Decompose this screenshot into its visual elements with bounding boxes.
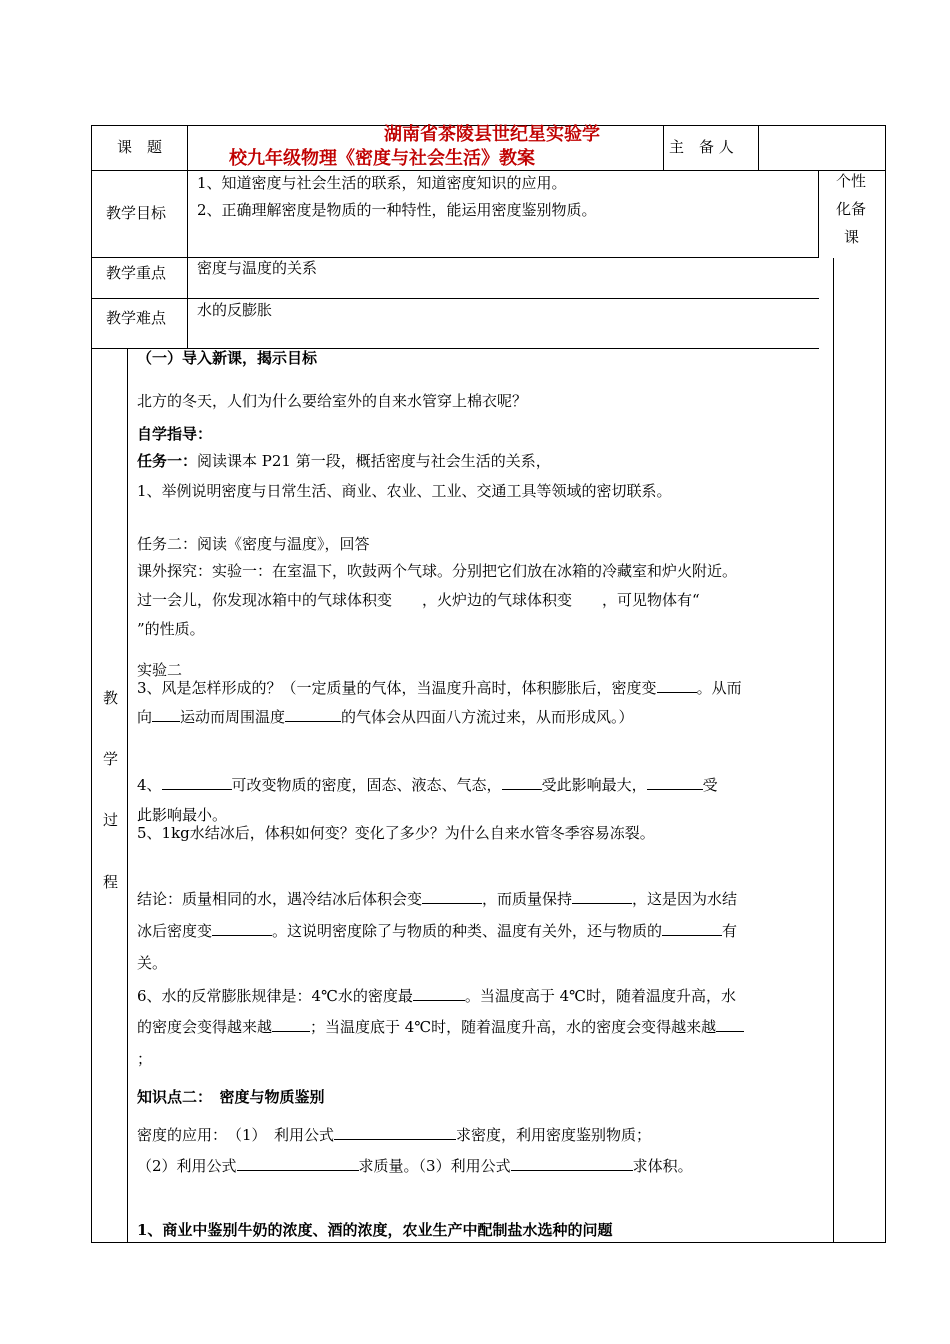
blank [647, 775, 703, 790]
process-char-1: 教 [103, 689, 119, 707]
conclusion-line1 [137, 889, 737, 909]
formula-blank [334, 1125, 456, 1140]
page-title-line1: 湖南省茶陵县世纪星实验学 [384, 124, 600, 145]
q4-text-b: 可改变物质的密度，固态、液态、气态， [231, 776, 502, 794]
difficulty-label: 教学难点 [106, 309, 167, 327]
knowledge-point-2-heading: 知识点二： 密度与物质鉴别 [137, 1088, 325, 1106]
q5-line: 5、1kg水结冰后，体积如何变？变化了多少？为什么自来水管冬季容易冻裂。 [137, 824, 655, 842]
application-text-e: 求体积。 [632, 1157, 693, 1175]
blank [152, 707, 180, 722]
blank [716, 1017, 744, 1032]
application-text-d: 求质量。（3）利用公式 [358, 1157, 511, 1175]
q3-line1 [137, 678, 742, 698]
blank [162, 775, 232, 790]
formula-blank [511, 1156, 633, 1171]
application-line1 [137, 1125, 651, 1145]
q4-line2: 此影响最小。 [137, 806, 228, 824]
exp1-line1: 课外探究：实验一：在室温下，吹鼓两个气球。分别把它们放在冰箱的冷藏室和炉火附近。 [137, 562, 738, 580]
q6-line3: ； [137, 1050, 153, 1068]
application-text-b: 求密度，利用密度鉴别物质； [456, 1126, 652, 1144]
conclusion-text-a: 结论：质量相同的水，遇冷结冰后体积会变 [137, 890, 423, 908]
q3-text-a: 3、风是怎样形成的？（一定质量的气体，当温度升高时，体积膨胀后，密度变 [137, 679, 657, 697]
item-1: 1、举例说明密度与日常生活、商业、农业、工业、交通工具等领域的密切联系。 [137, 482, 672, 500]
difficulty-content: 水的反膨胀 [197, 301, 273, 319]
conclusion-line3: 关。 [137, 954, 168, 972]
side-char-1: 个性 [836, 172, 867, 190]
focus-content: 密度与温度的关系 [197, 259, 318, 277]
blank [662, 921, 722, 936]
commerce-heading: 1、商业中鉴别牛奶的浓度、酒的浓度，农业生产中配制盐水选种的问题 [137, 1221, 613, 1239]
q6-text-b: 。当温度高于 4℃时，随着温度升高，水 [464, 987, 736, 1005]
subject-label: 课 题 [117, 138, 163, 156]
process-char-4: 程 [103, 873, 119, 891]
blank [212, 921, 272, 936]
q4-text-a: 4、 [137, 776, 162, 794]
objective-2: 2、正确理解密度是物质的一种特性，能运用密度鉴别物质。 [197, 201, 597, 219]
exp2-label: 实验二 [137, 661, 183, 679]
conclusion-text-d: 冰后密度变 [137, 922, 213, 940]
exp1-line3: ”的性质。 [137, 620, 205, 638]
application-text-c: （2）利用公式 [137, 1157, 237, 1175]
conclusion-line2 [137, 921, 737, 941]
process-char-3: 过 [103, 811, 119, 829]
task1-text: 阅读课本 P21 第一段，概括密度与社会生活的关系， [197, 452, 551, 470]
q6-line2 [137, 1017, 744, 1037]
exp1-line2: 过一会儿，你发现冰箱中的气球体积变 ，火炉边的气球体积变 ，可见物体有“ [137, 591, 700, 609]
objective-1: 1、知道密度与社会生活的联系，知道密度知识的应用。 [197, 174, 567, 192]
side-char-2: 化备 [836, 200, 867, 218]
intro-question: 北方的冬天，人们为什么要给室外的自来水管穿上棉衣呢？ [137, 392, 528, 410]
q4-line1 [137, 775, 718, 795]
blank [285, 707, 341, 722]
objectives-label: 教学目标 [106, 204, 167, 222]
q6-text-a: 6、水的反常膨胀规律是：4℃水的密度最 [137, 987, 413, 1005]
conclusion-text-e: 。这说明密度除了与物质的种类、温度有关外，还与物质的 [272, 922, 663, 940]
page-title-line2: 校九年级物理《密度与社会生活》教案 [229, 148, 535, 169]
self-study-heading: 自学指导： [137, 425, 213, 443]
q6-line1 [137, 986, 736, 1006]
q3-text-e: 的气体会从四面八方流过来，从而形成风。） [341, 708, 634, 726]
task2-line: 任务二：阅读《密度与温度》，回答 [137, 535, 370, 553]
q3-text-d: 运动而周围温度 [180, 708, 286, 726]
task1-line [137, 451, 551, 471]
formula-blank [237, 1156, 359, 1171]
q3-text-b: 。从而 [696, 679, 742, 697]
side-char-3: 课 [844, 228, 860, 246]
q3-line2 [137, 707, 634, 727]
q6-text-c: 的密度会变得越来越 [137, 1018, 273, 1036]
focus-label: 教学重点 [106, 264, 167, 282]
blank [422, 889, 482, 904]
q4-text-c: 受此影响最大， [541, 776, 647, 794]
q3-text-c: 向 [137, 708, 153, 726]
blank [657, 678, 697, 693]
blank [502, 775, 542, 790]
conclusion-text-c: ，这是因为水结 [632, 890, 738, 908]
preparer-label: 主 备 人 [669, 138, 734, 156]
blank [413, 986, 465, 1001]
q6-text-d: ；当温度底于 4℃时，随着温度升高，水的密度会变得越来越 [310, 1018, 717, 1036]
task1-label: 任务一： [137, 452, 198, 470]
conclusion-text-f: 有 [722, 922, 738, 940]
blank [272, 1017, 310, 1032]
section1-heading: （一）导入新课，揭示目标 [137, 349, 318, 367]
process-char-2: 学 [103, 750, 119, 768]
application-line2 [137, 1156, 693, 1176]
q4-text-d: 受 [702, 776, 718, 794]
conclusion-text-b: ，而质量保持 [482, 890, 573, 908]
application-text-a: 密度的应用： （1） 利用公式 [137, 1126, 335, 1144]
blank [572, 889, 632, 904]
